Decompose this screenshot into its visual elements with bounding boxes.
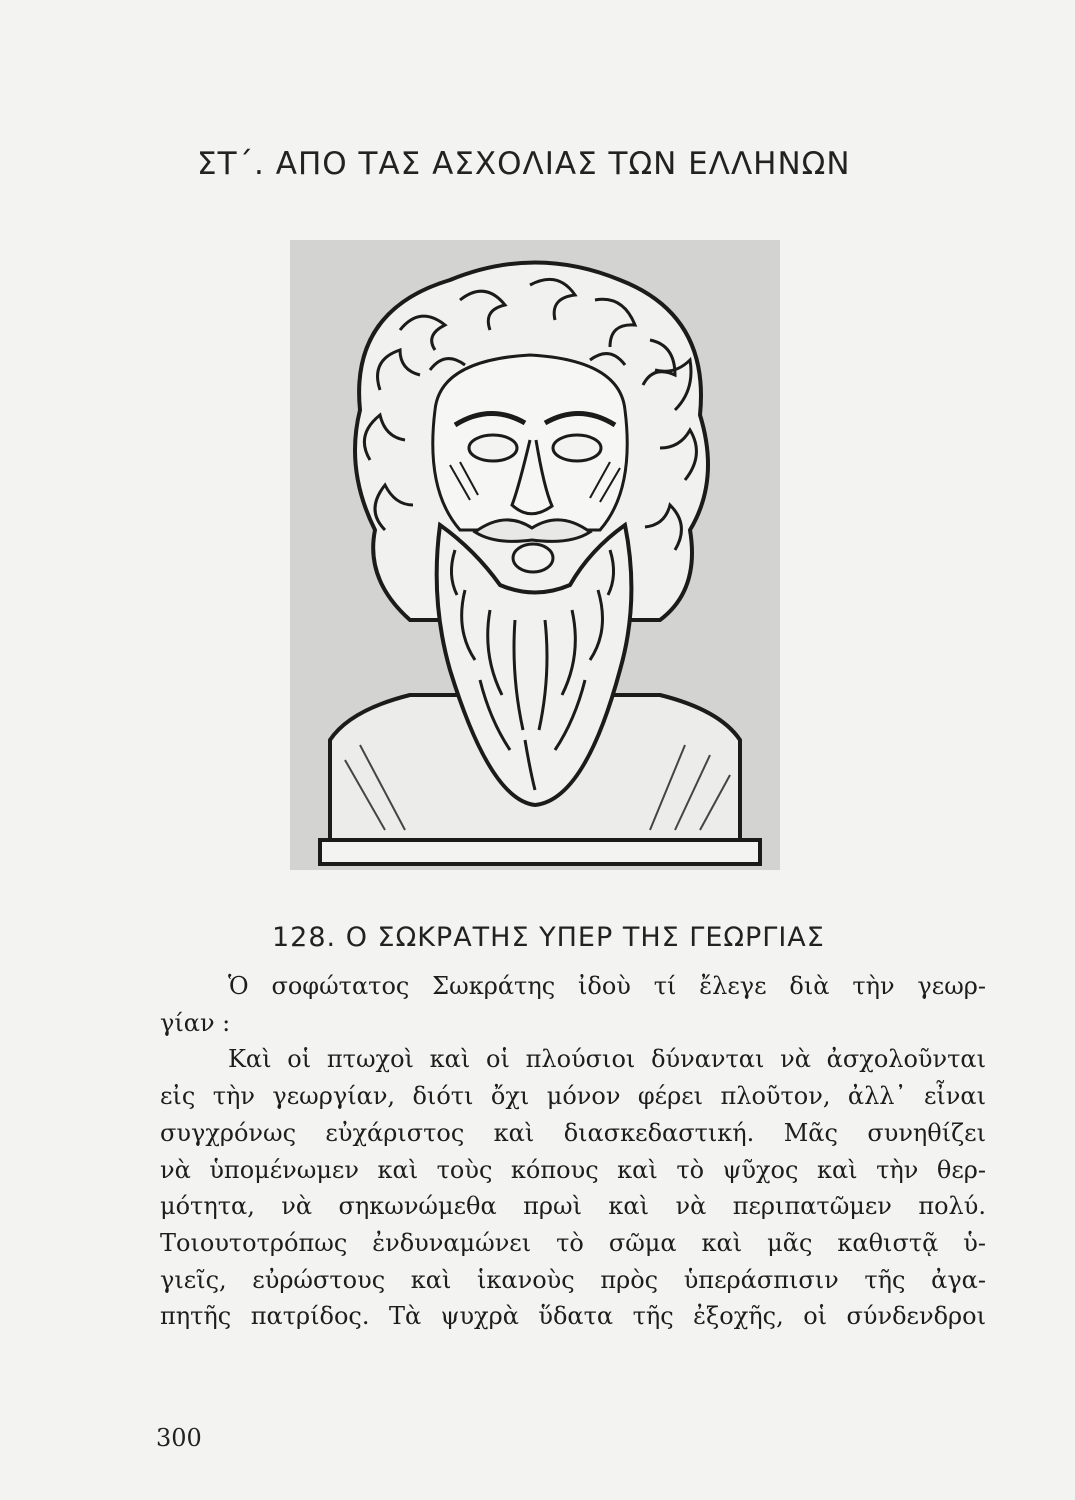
body-line: πητῆς πατρίδος. Τὰ ψυχρὰ ὕδατα τῆς ἐξοχῆς, οἱ σύνδενδροι — [160, 1302, 986, 1331]
body-line: Καὶ οἱ πτωχοὶ καὶ οἱ πλούσιοι δύνανται νὰ ἀσχολοῦνται — [228, 1045, 986, 1074]
socrates-bust-woodcut-icon — [290, 240, 780, 870]
chapter-title: ΣΤ΄. ΑΠΟ ΤΑΣ ΑΣΧΟΛΙΑΣ ΤΩΝ ΕΛΛΗΝΩΝ — [197, 146, 851, 182]
body-line: γιεῖς, εὐρώστους καὶ ἱκανοὺς πρὸς ὑπεράσπισιν τῆς ἀγα- — [160, 1265, 986, 1294]
body-text — [160, 968, 986, 1335]
body-line: Τοιουτοτρόπως ἐνδυναμώνει τὸ σῶμα καὶ μᾶς καθιστᾷ ὑ- — [160, 1228, 986, 1257]
body-line: Ὁ σοφώτατος Σωκράτης ἰδοὺ τί ἔλεγε διὰ τὴν γεωρ- — [228, 972, 986, 1000]
body-line: μότητα, νὰ σηκωνώμεθα πρωὶ καὶ νὰ περιπατῶμεν πολύ. — [160, 1192, 986, 1221]
body-line: γίαν : — [160, 1008, 231, 1037]
socrates-portrait-illustration — [290, 240, 780, 870]
body-line: εἰς τὴν γεωργίαν, διότι ὄχι μόνον φέρει πλοῦτον, ἀλλ᾽ εἶναι — [160, 1082, 986, 1111]
body-line: νὰ ὑπομένωμεν καὶ τοὺς κόπους καὶ τὸ ψῦχος καὶ τὴν θερ- — [160, 1155, 986, 1184]
page-number: 300 — [156, 1424, 202, 1452]
body-line: συγχρόνως εὐχάριστος καὶ διασκεδαστική. Μᾶς συνηθίζει — [160, 1118, 986, 1147]
section-heading: 128. Ο ΣΩΚΡΑΤΗΣ ΥΠΕΡ ΤΗΣ ΓΕΩΡΓΙΑΣ — [272, 922, 825, 953]
